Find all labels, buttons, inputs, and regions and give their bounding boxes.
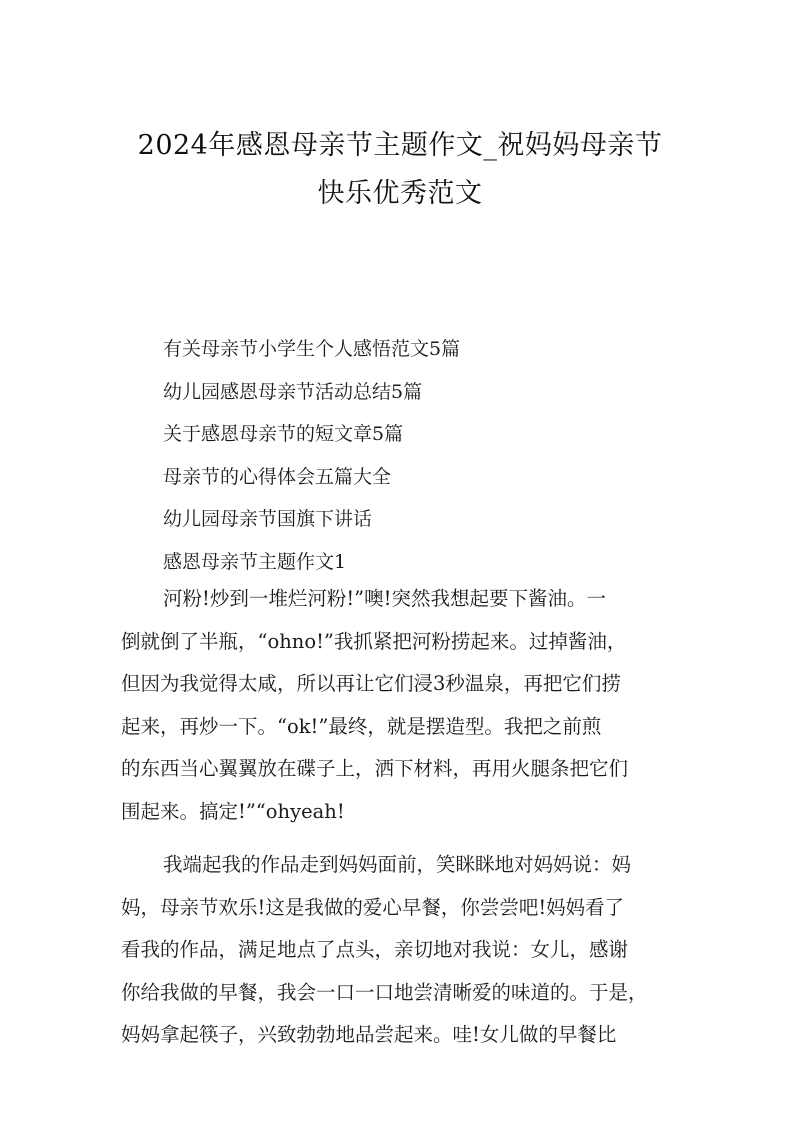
title-line-2: 快乐优秀范文 [317,178,483,209]
related-article-link[interactable]: 有关母亲节小学生个人感悟范文5篇 [163,338,461,360]
text-line: 看我的作品，满足地点了点头，亲切地对我说：女儿，感谢 [121,938,629,961]
related-article-link[interactable]: 幼儿园感恩母亲节活动总结5篇 [163,380,423,403]
article-body [121,578,686,1057]
section-heading: 感恩母亲节主题作文1 [163,550,347,573]
related-article-link[interactable]: 母亲节的心得体会五篇大全 [163,465,392,488]
paragraph-2 [121,844,686,1057]
text-line: 我端起我的作品走到妈妈面前，笑眯眯地对妈妈说：妈 [163,853,632,876]
text-line: 你给我做的早餐，我会一口一口地尝清晰爱的味道的。于是， [121,980,648,1004]
text-line: 的东西当心翼翼放在碟子上，洒下材料，再用火腿条把它们 [121,757,629,780]
title-line-1: 2024年感恩母亲节主题作文_祝妈妈母亲节 [137,130,663,161]
related-article-link[interactable]: 关于感恩母亲节的短文章5篇 [163,423,404,445]
text-line: 但因为我觉得太咸，所以再让它们浸3秒温泉，再把它们捞 [121,672,621,695]
paragraph-1 [121,578,686,833]
page-title [110,122,690,218]
text-line: 倒就倒了半瓶，“ohno!”我抓紧把河粉捞起来。过掉酱油， [121,629,627,653]
related-articles-list [163,328,460,583]
text-line: 妈妈拿起筷子，兴致勃勃地品尝起来。哇!女儿做的早餐比 [121,1023,617,1046]
text-line: 妈，母亲节欢乐!这是我做的爱心早餐，你尝尝吧!妈妈看了 [121,895,625,919]
text-line: 起来，再炒一下。“ok!”最终，就是摆造型。我把之前煎 [121,714,602,738]
related-article-link[interactable]: 幼儿园母亲节国旗下讲话 [163,508,373,530]
text-line: 河粉!炒到一堆烂河粉!”噢!突然我想起要下酱油。一 [163,587,606,610]
text-line: 围起来。搞定!”“ohyeah! [121,799,345,823]
